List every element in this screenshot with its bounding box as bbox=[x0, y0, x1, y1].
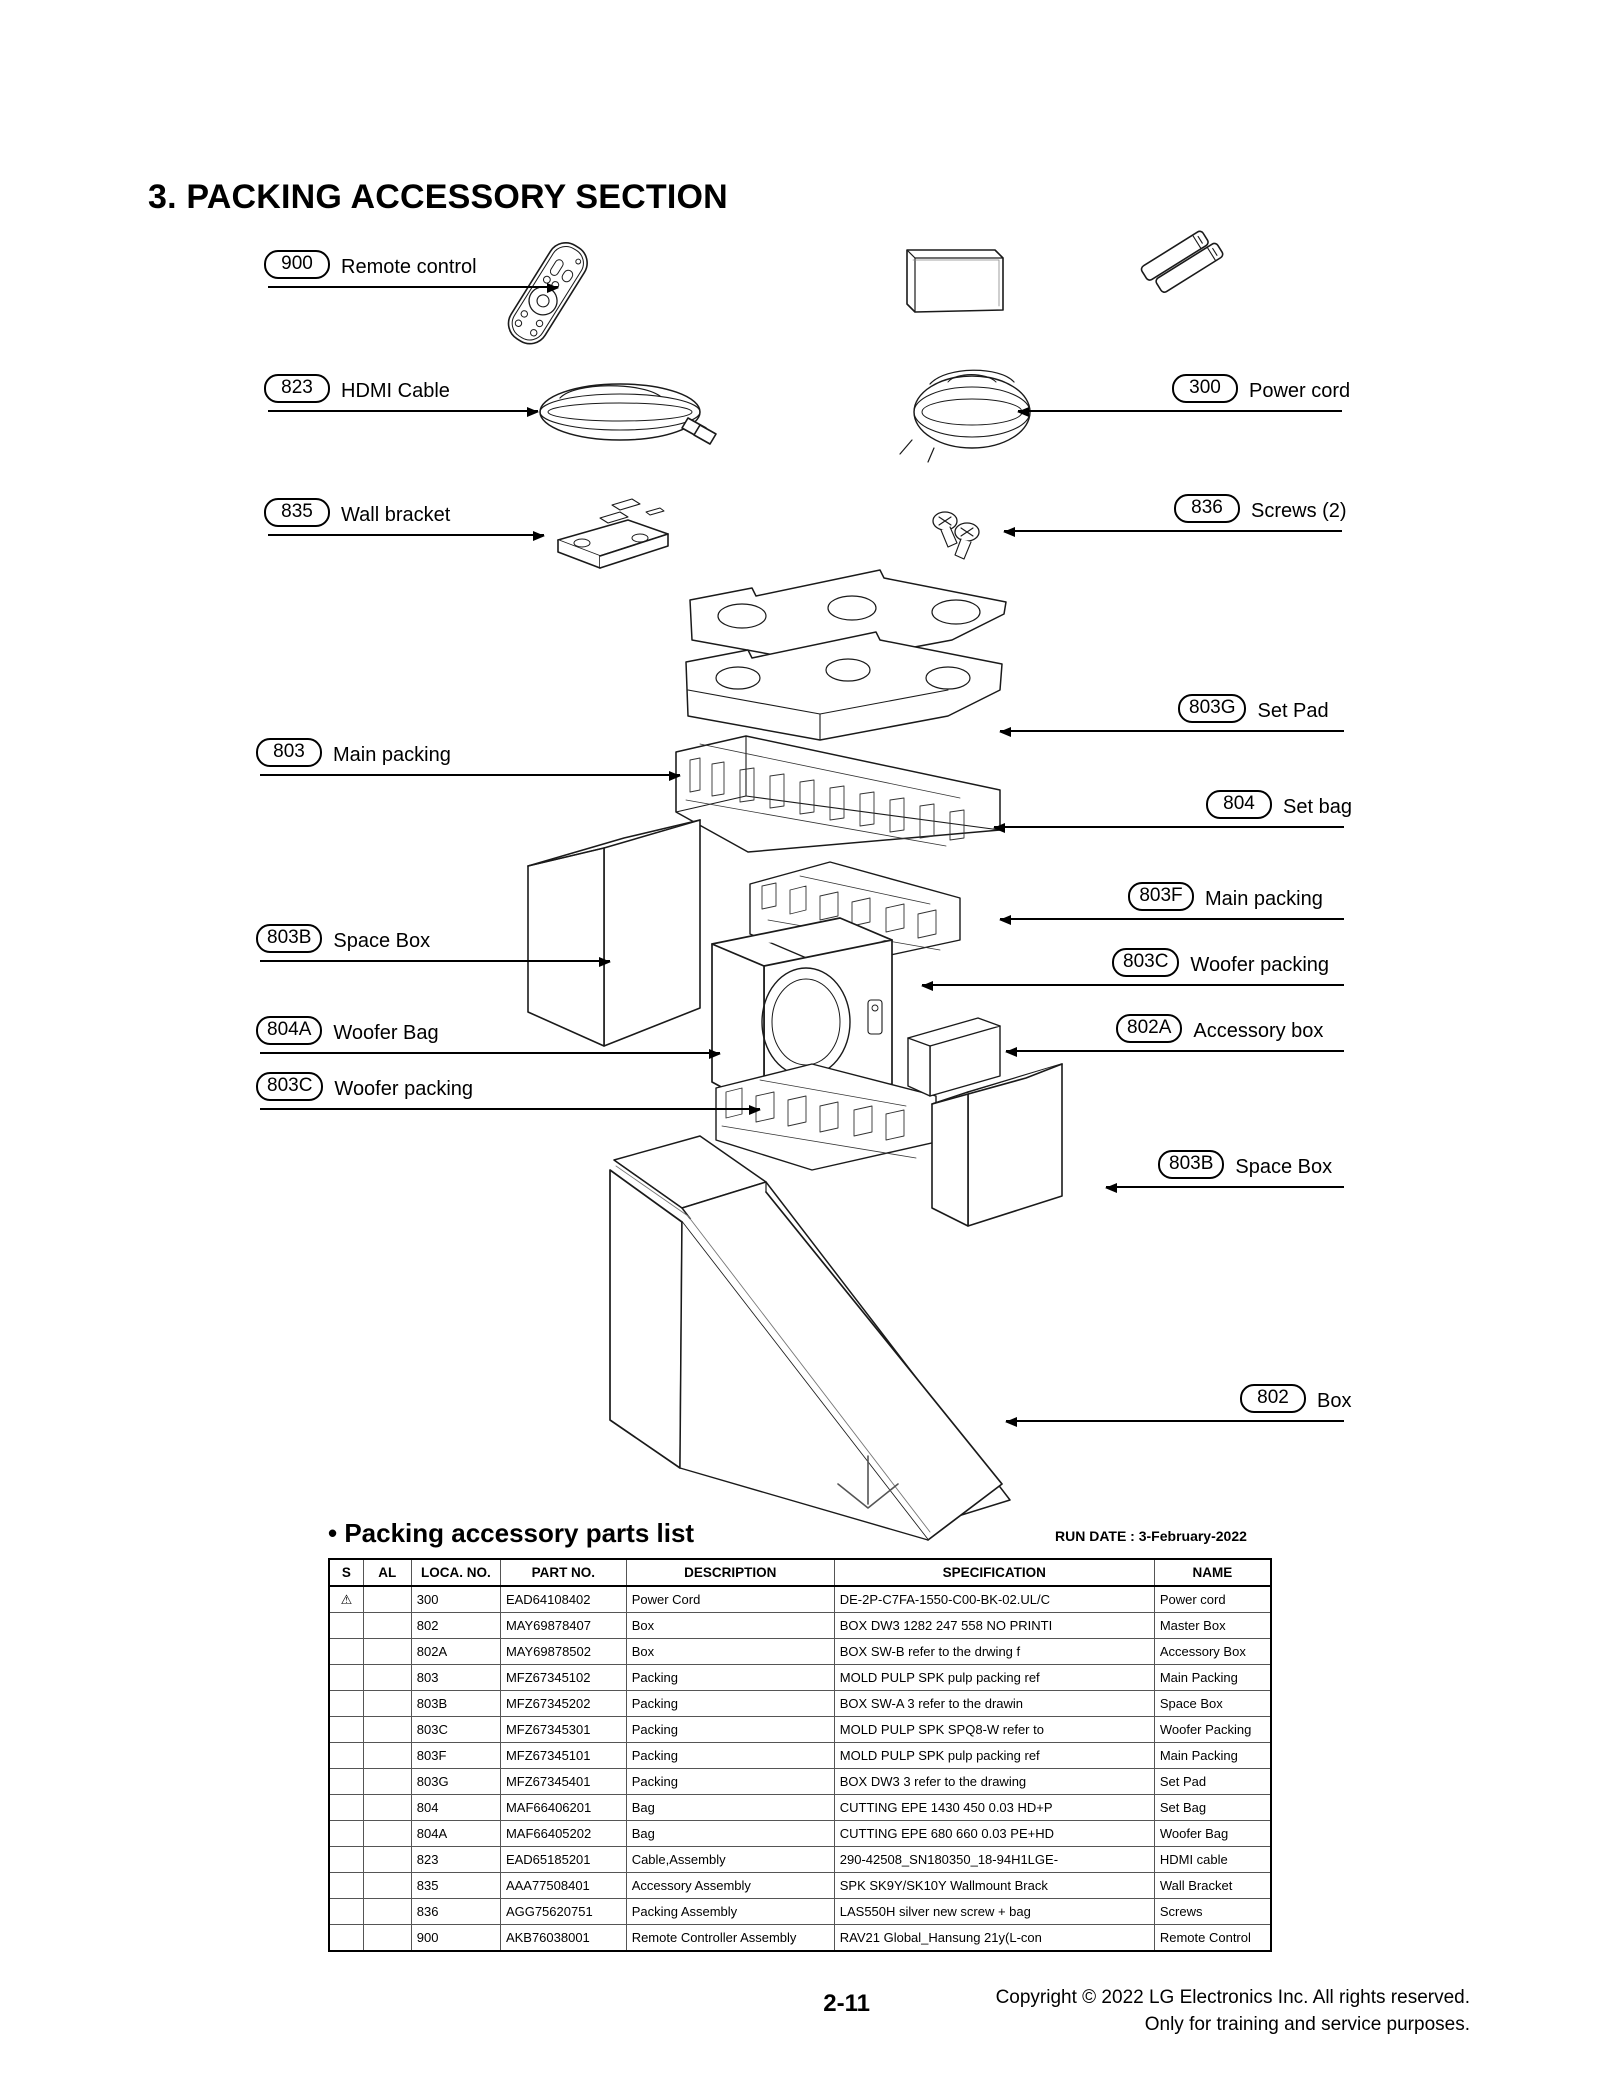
cell-name: Woofer Bag bbox=[1154, 1821, 1271, 1847]
callout-803B-label: Space Box bbox=[333, 930, 431, 952]
cell-specification: RAV21 Global_Hansung 21y(L-con bbox=[834, 1925, 1154, 1952]
cell-al bbox=[363, 1873, 411, 1899]
cell-name: Screws bbox=[1154, 1899, 1271, 1925]
callout-803G-label: Set Pad bbox=[1257, 700, 1329, 722]
cell-name: Master Box bbox=[1154, 1613, 1271, 1639]
col-header-loca: LOCA. NO. bbox=[411, 1559, 500, 1586]
col-header-al: AL bbox=[363, 1559, 411, 1586]
remote-control-art bbox=[502, 236, 594, 350]
cell-specification: SPK SK9Y/SK10Y Wallmount Brack bbox=[834, 1873, 1154, 1899]
leader-823 bbox=[268, 410, 538, 412]
callout-803G-id: 803G bbox=[1178, 694, 1246, 723]
cell-loca-no: 804 bbox=[411, 1795, 500, 1821]
leader-802 bbox=[1006, 1420, 1344, 1422]
leader-803B bbox=[260, 960, 610, 962]
cell-al bbox=[363, 1613, 411, 1639]
callout-802-id: 802 bbox=[1240, 1384, 1306, 1413]
cell-al bbox=[363, 1795, 411, 1821]
callout-823-id: 823 bbox=[264, 374, 330, 403]
cell-specification: 290-42508_SN180350_18-94H1LGE- bbox=[834, 1847, 1154, 1873]
cell-description: Accessory Assembly bbox=[626, 1873, 834, 1899]
leader-804A bbox=[260, 1052, 720, 1054]
callout-804-id: 804 bbox=[1206, 790, 1272, 819]
leader-835 bbox=[268, 534, 544, 536]
cell-al bbox=[363, 1821, 411, 1847]
cell-part-no: AAA77508401 bbox=[500, 1873, 626, 1899]
callout-803C-bottom bbox=[256, 1072, 473, 1101]
cell-specification: DE-2P-C7FA-1550-C00-BK-02.UL/C bbox=[834, 1586, 1154, 1613]
cell-al bbox=[363, 1899, 411, 1925]
cell-name: Accessory Box bbox=[1154, 1639, 1271, 1665]
table-row bbox=[329, 1586, 1271, 1613]
cell-al bbox=[363, 1847, 411, 1873]
callout-300-id: 300 bbox=[1172, 374, 1238, 403]
cell-description: Packing bbox=[626, 1743, 834, 1769]
callout-802 bbox=[1240, 1384, 1351, 1413]
table-row bbox=[329, 1899, 1271, 1925]
callout-803 bbox=[256, 738, 451, 767]
table-row bbox=[329, 1795, 1271, 1821]
cell-description: Box bbox=[626, 1639, 834, 1665]
cell-loca-no: 836 bbox=[411, 1899, 500, 1925]
leader-803C-bottom bbox=[260, 1108, 760, 1110]
callout-900 bbox=[264, 250, 477, 279]
cell-name: HDMI cable bbox=[1154, 1847, 1271, 1873]
callout-836-id: 836 bbox=[1174, 494, 1240, 523]
cell-part-no: EAD64108402 bbox=[500, 1586, 626, 1613]
callout-300 bbox=[1172, 374, 1350, 403]
cell-safety-mark bbox=[329, 1743, 363, 1769]
cell-loca-no: 804A bbox=[411, 1821, 500, 1847]
callout-803C-top bbox=[1112, 948, 1329, 977]
cell-name: Woofer Packing bbox=[1154, 1717, 1271, 1743]
cell-safety-mark bbox=[329, 1925, 363, 1952]
cell-description: Remote Controller Assembly bbox=[626, 1925, 834, 1952]
col-header-spec: SPECIFICATION bbox=[834, 1559, 1154, 1586]
cell-safety-mark bbox=[329, 1821, 363, 1847]
table-row bbox=[329, 1873, 1271, 1899]
callout-802A-label: Accessory box bbox=[1193, 1020, 1324, 1042]
cell-safety-mark bbox=[329, 1795, 363, 1821]
leader-803B-right bbox=[1106, 1186, 1344, 1188]
callout-804A bbox=[256, 1016, 439, 1045]
cell-part-no: AKB76038001 bbox=[500, 1925, 626, 1952]
cell-al bbox=[363, 1925, 411, 1952]
cell-al bbox=[363, 1743, 411, 1769]
callout-823-label: HDMI Cable bbox=[341, 380, 450, 402]
wall-bracket-art bbox=[558, 499, 668, 568]
cell-safety-mark bbox=[329, 1717, 363, 1743]
cell-al bbox=[363, 1717, 411, 1743]
cell-safety-mark bbox=[329, 1613, 363, 1639]
callout-836 bbox=[1174, 494, 1347, 523]
cell-description: Bag bbox=[626, 1821, 834, 1847]
callout-803C-bottom-label: Woofer packing bbox=[334, 1078, 474, 1100]
cell-safety-mark bbox=[329, 1639, 363, 1665]
batteries-art bbox=[1140, 227, 1224, 297]
cell-safety-mark: ⚠ bbox=[329, 1586, 363, 1613]
packing-accessory-parts-table bbox=[328, 1558, 1272, 1952]
cell-name: Set Pad bbox=[1154, 1769, 1271, 1795]
leader-803F bbox=[1000, 918, 1344, 920]
callout-803-label: Main packing bbox=[333, 744, 451, 766]
leader-300 bbox=[1018, 410, 1342, 412]
table-row bbox=[329, 1925, 1271, 1952]
cell-safety-mark bbox=[329, 1665, 363, 1691]
callout-803B-right-id: 803B bbox=[1158, 1150, 1224, 1179]
cell-description: Packing Assembly bbox=[626, 1899, 834, 1925]
cell-part-no: MAF66406201 bbox=[500, 1795, 626, 1821]
cell-name: Main Packing bbox=[1154, 1743, 1271, 1769]
cell-specification: BOX DW3 1282 247 558 NO PRINTI bbox=[834, 1613, 1154, 1639]
cell-description: Packing bbox=[626, 1769, 834, 1795]
table-body bbox=[329, 1586, 1271, 1951]
parts-list-heading: • Packing accessory parts list bbox=[328, 1518, 695, 1548]
callout-802-label: Box bbox=[1317, 1390, 1352, 1412]
copyright-line-1: Copyright © 2022 LG Electronics Inc. All rights reserved. bbox=[995, 1987, 1470, 2008]
cell-description: Cable,Assembly bbox=[626, 1847, 834, 1873]
cell-name: Set Bag bbox=[1154, 1795, 1271, 1821]
table-row bbox=[329, 1847, 1271, 1873]
copyright-block bbox=[996, 1984, 1470, 2038]
cell-description: Box bbox=[626, 1613, 834, 1639]
table-row bbox=[329, 1743, 1271, 1769]
cell-part-no: MFZ67345202 bbox=[500, 1691, 626, 1717]
cell-part-no: MFZ67345301 bbox=[500, 1717, 626, 1743]
table-row bbox=[329, 1639, 1271, 1665]
callout-803B-right-label: Space Box bbox=[1235, 1156, 1333, 1178]
cell-loca-no: 900 bbox=[411, 1925, 500, 1952]
cell-specification: CUTTING EPE 680 660 0.03 PE+HD bbox=[834, 1821, 1154, 1847]
cell-part-no: MFZ67345102 bbox=[500, 1665, 626, 1691]
cell-al bbox=[363, 1639, 411, 1665]
col-header-part: PART NO. bbox=[500, 1559, 626, 1586]
cell-al bbox=[363, 1769, 411, 1795]
page-title: 3. PACKING ACCESSORY SECTION bbox=[148, 178, 728, 216]
callout-804-label: Set bag bbox=[1283, 796, 1352, 818]
screws-art bbox=[933, 512, 979, 559]
cell-specification: BOX SW-B refer to the drwing f bbox=[834, 1639, 1154, 1665]
callout-803G bbox=[1178, 694, 1329, 723]
cell-part-no: EAD65185201 bbox=[500, 1847, 626, 1873]
col-header-name: NAME bbox=[1154, 1559, 1271, 1586]
callout-300-label: Power cord bbox=[1249, 380, 1351, 402]
callout-803C-top-id: 803C bbox=[1112, 948, 1179, 977]
table-row bbox=[329, 1613, 1271, 1639]
woofer-packing-bottom-art bbox=[716, 1064, 936, 1170]
manual-booklet-art bbox=[907, 250, 1003, 312]
callout-803F-label: Main packing bbox=[1205, 888, 1323, 910]
cell-part-no: AGG75620751 bbox=[500, 1899, 626, 1925]
cell-specification: BOX SW-A 3 refer to the drawin bbox=[834, 1691, 1154, 1717]
cell-specification: MOLD PULP SPK pulp packing ref bbox=[834, 1743, 1154, 1769]
callout-804 bbox=[1206, 790, 1352, 819]
cell-loca-no: 803 bbox=[411, 1665, 500, 1691]
callout-835 bbox=[264, 498, 450, 527]
callout-900-label: Remote control bbox=[341, 256, 477, 278]
cell-al bbox=[363, 1665, 411, 1691]
callout-835-label: Wall bracket bbox=[341, 504, 451, 526]
callout-803-id: 803 bbox=[256, 738, 322, 767]
callout-823 bbox=[264, 374, 450, 403]
leader-836 bbox=[1004, 530, 1342, 532]
cell-loca-no: 803C bbox=[411, 1717, 500, 1743]
space-box-left-art bbox=[528, 820, 700, 1046]
leader-900 bbox=[268, 286, 558, 288]
table-row bbox=[329, 1769, 1271, 1795]
cell-part-no: MFZ67345401 bbox=[500, 1769, 626, 1795]
callout-803B bbox=[256, 924, 430, 953]
callout-803C-top-label: Woofer packing bbox=[1190, 954, 1330, 976]
callout-803B-id: 803B bbox=[256, 924, 322, 953]
cell-al bbox=[363, 1586, 411, 1613]
table-row bbox=[329, 1821, 1271, 1847]
copyright-line-2: Only for training and service purposes. bbox=[1144, 2014, 1470, 2035]
cell-name: Main Packing bbox=[1154, 1665, 1271, 1691]
cell-part-no: MAY69878502 bbox=[500, 1639, 626, 1665]
cell-loca-no: 803B bbox=[411, 1691, 500, 1717]
cell-safety-mark bbox=[329, 1847, 363, 1873]
cell-description: Packing bbox=[626, 1665, 834, 1691]
cell-specification: BOX DW3 3 refer to the drawing bbox=[834, 1769, 1154, 1795]
leader-803 bbox=[260, 774, 680, 776]
table-row bbox=[329, 1665, 1271, 1691]
cell-part-no: MFZ67345101 bbox=[500, 1743, 626, 1769]
col-header-desc: DESCRIPTION bbox=[626, 1559, 834, 1586]
col-header-s: S bbox=[329, 1559, 363, 1586]
table-row bbox=[329, 1691, 1271, 1717]
cell-specification: MOLD PULP SPK pulp packing ref bbox=[834, 1665, 1154, 1691]
callout-900-id: 900 bbox=[264, 250, 330, 279]
cell-loca-no: 802 bbox=[411, 1613, 500, 1639]
page-number: 2-11 bbox=[823, 1990, 870, 2017]
cell-loca-no: 802A bbox=[411, 1639, 500, 1665]
table-header-row bbox=[329, 1559, 1271, 1586]
cell-safety-mark bbox=[329, 1769, 363, 1795]
cell-name: Wall Bracket bbox=[1154, 1873, 1271, 1899]
cell-safety-mark bbox=[329, 1691, 363, 1717]
callout-803C-bottom-id: 803C bbox=[256, 1072, 323, 1101]
table-row bbox=[329, 1717, 1271, 1743]
leader-803G bbox=[1000, 730, 1344, 732]
cell-al bbox=[363, 1691, 411, 1717]
run-date: RUN DATE : 3-February-2022 bbox=[1055, 1528, 1247, 1544]
callout-804A-id: 804A bbox=[256, 1016, 322, 1045]
cell-loca-no: 803F bbox=[411, 1743, 500, 1769]
cell-description: Packing bbox=[626, 1717, 834, 1743]
callout-803F-id: 803F bbox=[1128, 882, 1194, 911]
cell-part-no: MAF66405202 bbox=[500, 1821, 626, 1847]
cell-name: Remote Control bbox=[1154, 1925, 1271, 1952]
callout-804A-label: Woofer Bag bbox=[333, 1022, 439, 1044]
cell-part-no: MAY69878407 bbox=[500, 1613, 626, 1639]
cell-name: Power cord bbox=[1154, 1586, 1271, 1613]
cell-loca-no: 300 bbox=[411, 1586, 500, 1613]
callout-802A-id: 802A bbox=[1116, 1014, 1182, 1043]
main-packing-art bbox=[676, 736, 1000, 852]
cell-description: Packing bbox=[626, 1691, 834, 1717]
accessory-box-art bbox=[908, 1018, 1000, 1096]
leader-804 bbox=[994, 826, 1344, 828]
callout-803F bbox=[1128, 882, 1323, 911]
cell-specification: LAS550H silver new screw + bag bbox=[834, 1899, 1154, 1925]
cell-description: Power Cord bbox=[626, 1586, 834, 1613]
cell-loca-no: 803G bbox=[411, 1769, 500, 1795]
cell-specification: MOLD PULP SPK SPQ8-W refer to bbox=[834, 1717, 1154, 1743]
cell-description: Bag bbox=[626, 1795, 834, 1821]
cell-specification: CUTTING EPE 1430 450 0.03 HD+P bbox=[834, 1795, 1154, 1821]
callout-803B-right bbox=[1158, 1150, 1332, 1179]
cell-loca-no: 823 bbox=[411, 1847, 500, 1873]
hdmi-cable-art bbox=[540, 384, 716, 444]
callout-802A bbox=[1116, 1014, 1323, 1043]
cell-safety-mark bbox=[329, 1899, 363, 1925]
cell-safety-mark bbox=[329, 1873, 363, 1899]
callout-836-label: Screws (2) bbox=[1251, 500, 1347, 522]
cell-loca-no: 835 bbox=[411, 1873, 500, 1899]
callout-835-id: 835 bbox=[264, 498, 330, 527]
power-cord-art bbox=[900, 370, 1030, 462]
leader-803C-top bbox=[922, 984, 1344, 986]
cell-name: Space Box bbox=[1154, 1691, 1271, 1717]
leader-802A bbox=[1006, 1050, 1344, 1052]
